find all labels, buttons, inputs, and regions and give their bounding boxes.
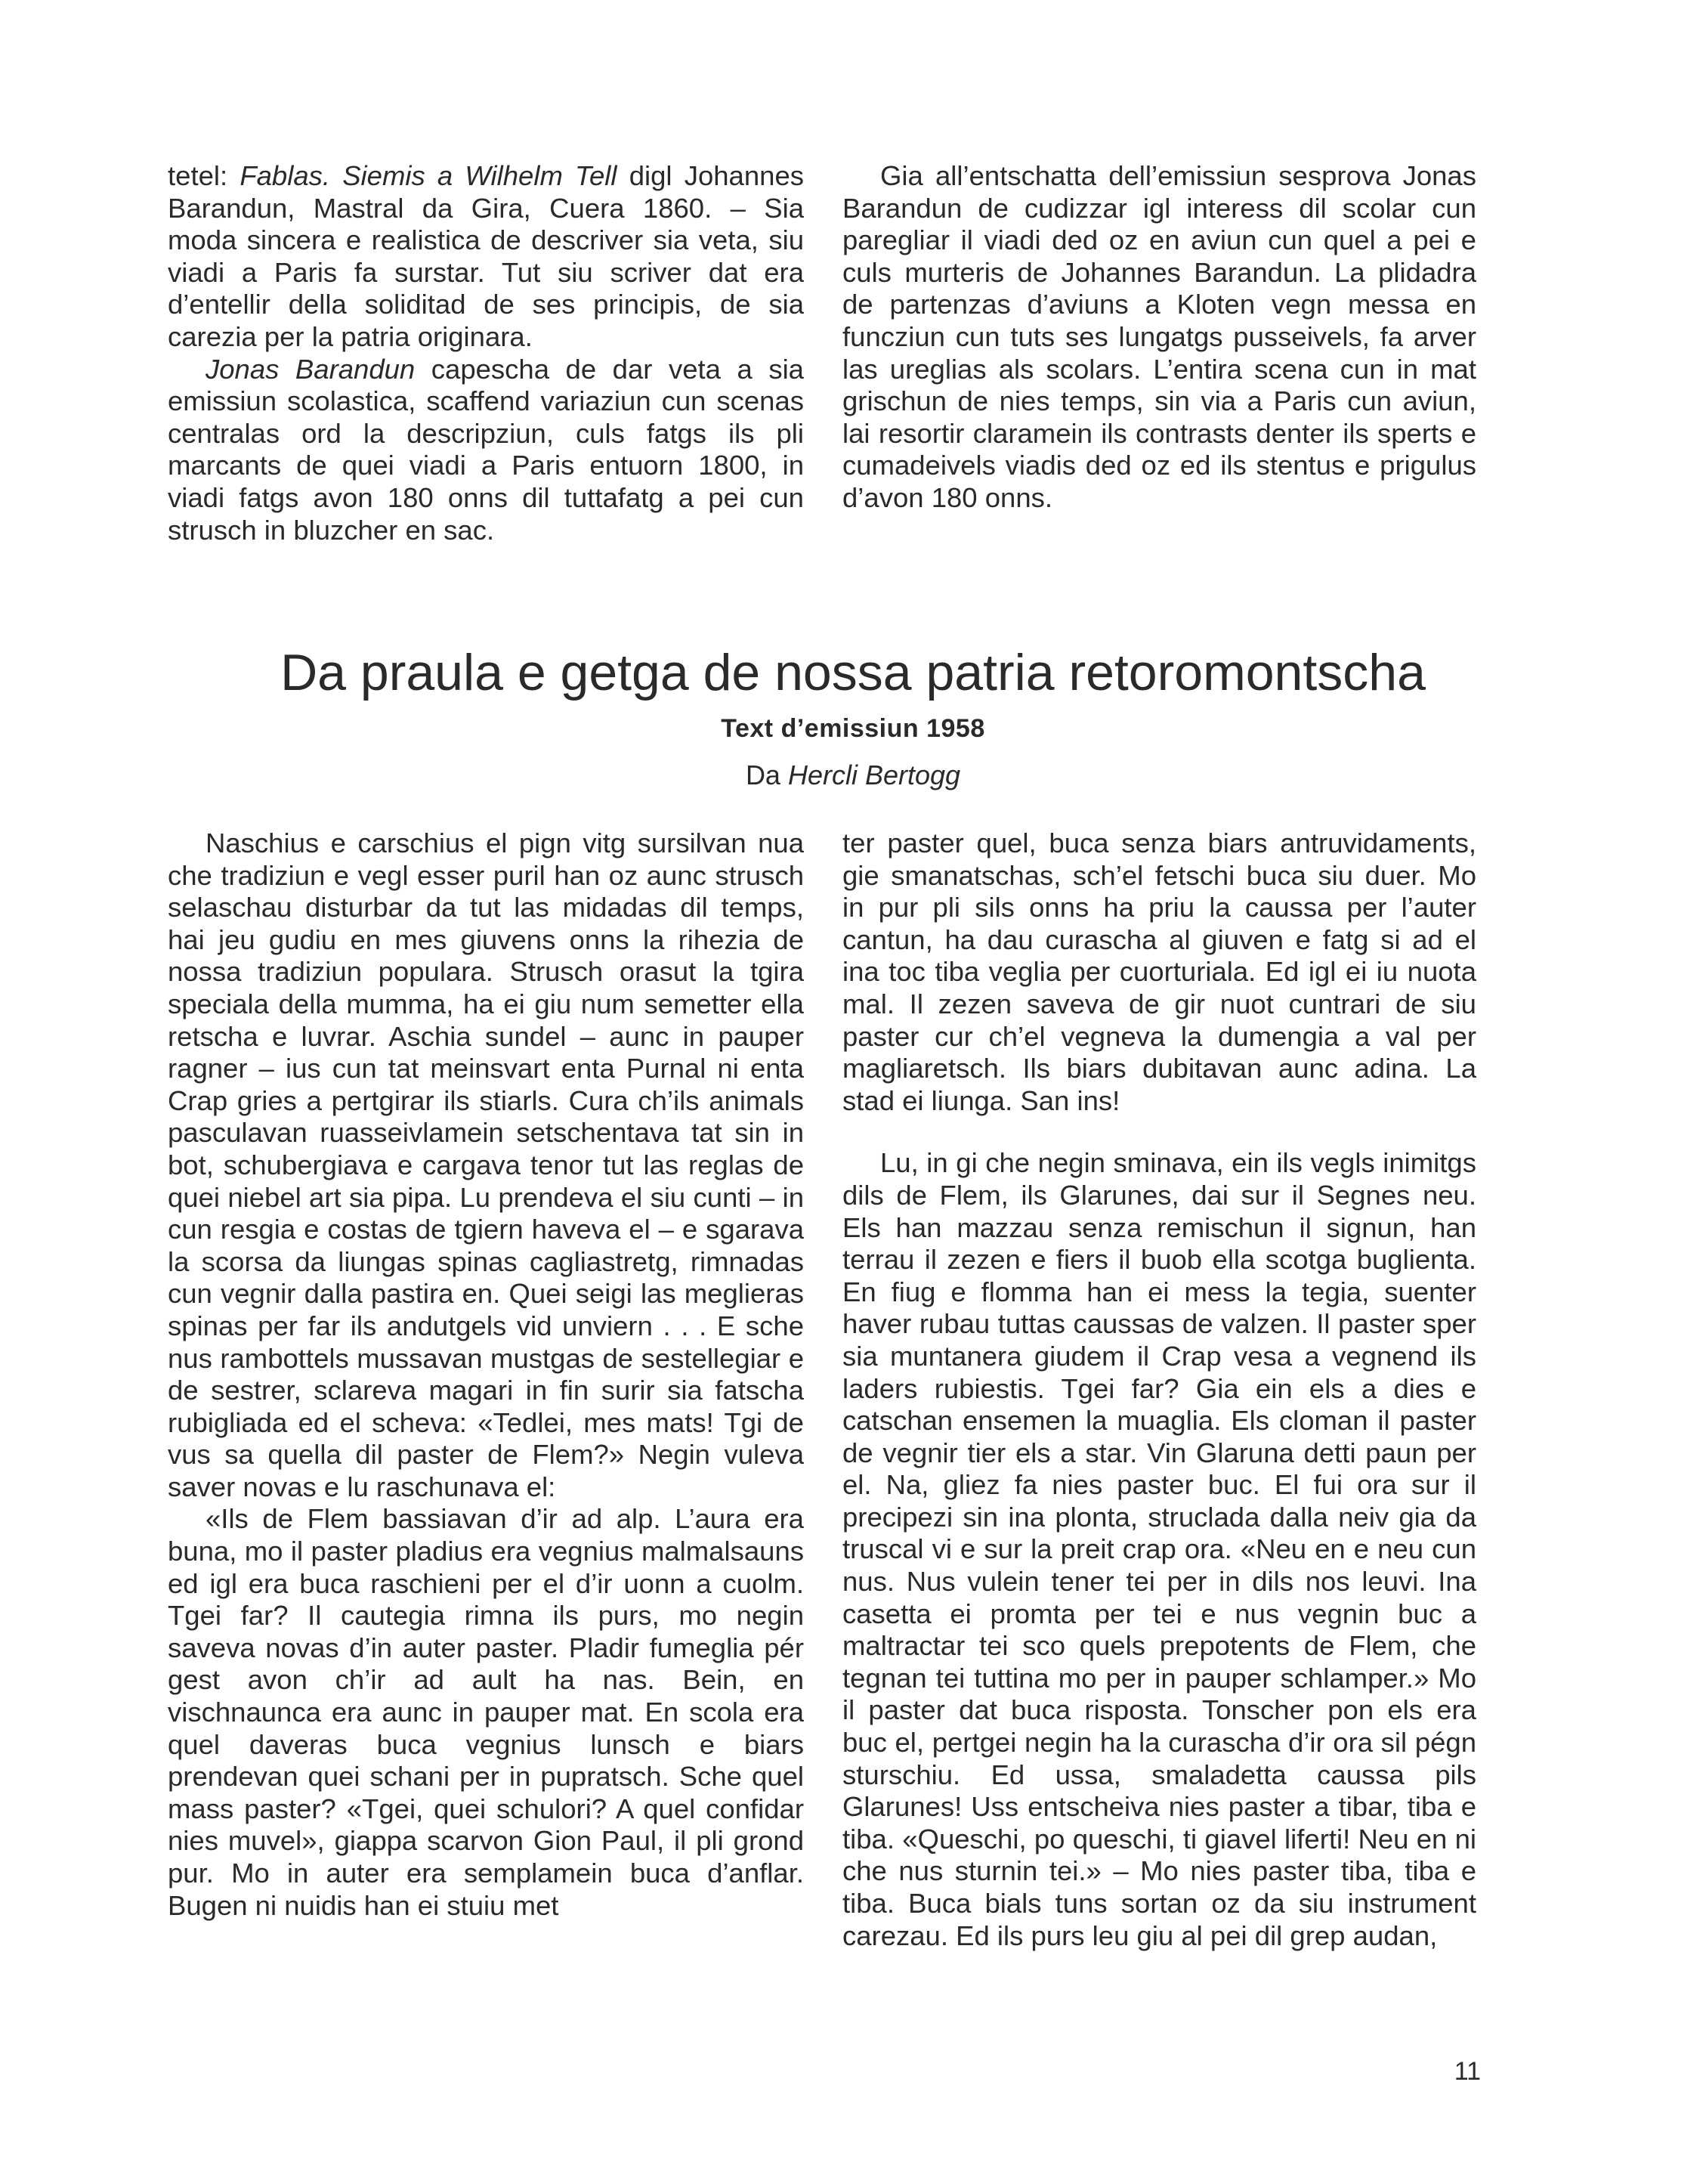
text: tetel: (168, 160, 240, 191)
body-right-column (842, 828, 1476, 1952)
paragraph: «Ils de Flem bassiavan d’ir ad alp. L’aura era buna, mo il paster pladius era vegnius malmalsauns ed igl era buca raschieni per el d’ir uonn a cuolm. Tgei far? Il cautegia rimna ils purs, mo negin saveva novas d’in auter paster. Pladir fumeglia pér gest avon ch’ir ad ault ha nas. Bein, en vischnaunca era aunc in pauper mat. En scola era quel daveras buca vegnius lunsch e biars prendevan quei schani per in pupratsch. Sche quel mass paster? «Tgei, quei schulori? A quel confidar nies muvel», giappa scarvon Gion Paul, il pli grond pur. Mo in auter era semplamein buca d’anflar. Bugen ni nuidis han ei stuiu met (168, 1503, 804, 1921)
byline (0, 759, 1706, 791)
byline-prefix: Da (745, 759, 788, 790)
body-left-column (168, 828, 804, 1922)
paragraph: Naschius e carschius el pign vitg sursilvan nua che tradiziun e vegl esser puril han oz aunc strusch selaschau disturbar da tut las midadas dil temps, hai jeu gudiu en mes giuvens onns la rihezia de nossa tradiziun populara. Strusch orasut la tgira speciala della mumma, ha ei giu num semetter ella retscha e luvrar. Aschia sundel – aunc in pauper ragner – ius cun tat meinsvart enta Purnal ni enta Crap gries a pertgirar ils stiarls. Cura ch’ils animals pasculavan ruasseivlamein setschentava tat sin in bot, schubergiava e cargava tenor tut las reglas de quei niebel art sia pipa. Lu prendeva el siu cunti – in cun resgia e costas de tgiern haveva el – e sgarava la scorsa da liungas spinas cagliastretg, rimnadas cun vegnir dalla pastira en. Quei seigi las meglieras spinas per far ils andutgels vid unviern . . . E sche nus rambottels mussavan mustgas de sestellegiar e de sestrer, sclareva magari in fin surir sia fatscha rubigliada ed el scheva: «Tedlei, mes mats! Tgi de vus sa quella dil paster de Flem?» Negin vuleva saver novas e lu raschunava el: (168, 828, 804, 1502)
text: digl Johannes Barandun, Mastral da Gira, Cuera 1860. – Sia moda sincera e realistica de descriver sia veta, siu viadi a Paris fa surstar. Tut siu scriver dat era d’entellir della soliditad de ses principis, de sia carezia per la patria originara. (168, 160, 805, 352)
paragraph: Lu, in gi che negin sminava, ein ils vegls inimitgs dils de Flem, ils Glarunes, dai sur il Segnes neu. Els han mazzau senza remischun il signun, han terrau il zezen e fiers il buob ella scotga buglienta. En fiug e flomma han ei mess la tegia, suenter haver rubau tuttas caussas de valzen. Il paster sper sia muntanera giudem il Crap vesa a vegnend ils laders rubiestis. Tgei far? Gia ein els a dies e catschan ensemen la muaglia. Els cloman il paster de vegnir tier els a star. Vin Glaruna detti paun per el. Na, gliez fa nies paster buc. El fui ora sur il precipezi sin ina plonta, struclada dalla neiv gia da truscal vi e sur la preit crap ora. «Neu en e neu cun nus. Nus vulein tener tei per in dils nos leuvi. Ina casetta ei promta per tei e nus vegnin buc a maltractar tei sco quels prepotents de Flem, che tegnan tei tuttina mo per in pauper schlamper.» Mo il paster dat buca risposta. Tonscher pon els era buc el, pertgei negin ha la curascha d’ir ora sil pégn sturschiu. Ed ussa, smaladetta caussa pils Glarunes! Uss entscheiva nies paster a tibar, tiba e tiba. «Queschi, po queschi, ti giavel liferti! Neu en ni che nus sturnin tei.» – Mo nies paster tiba, tiba e tiba. Buca bials tuns sortan oz da siu instrument carezau. Ed ils purs leu giu al pei dil grep audan, (842, 1147, 1476, 1951)
article-title: Da praula e getga de nossa patria retoromontscha (280, 644, 1426, 701)
paragraph: Gia all’entschatta dell’emissiun sesprova Jonas Barandun de cudizzar igl interess dil scolar cun paregliar il viadi ded oz en aviun cun quel a pei e culs murteris de Johannes Barandun. La plidadra de partenzas d’aviuns a Kloten vegn messa en funcziun cun tuts ses lungatgs pusseivels, fa arver las ureglias als scolars. L’entira scena cun in mat grischun de nies temps, sin via a Paris cun aviun, lai resortir claramein ils contrasts denter ils sperts e cumadeivels viadis ded oz ed ils stentus e prigulus d’avon 180 onns. (842, 160, 1476, 513)
paragraph: ter paster quel, buca senza biars antruvidaments, gie smanatschas, sch’el fetschi buca siu duer. Mo in pur pli sils onns ha priu la caussa per l’auter cantun, ha dau curascha al giuven e fatg si ad el ina toc tiba veglia per cuorturiala. Ed igl ei iu nuota mal. Il zezen saveva de gir nuot cuntrari de siu paster cur ch’el vegneva la dumengia a val per magliaretsch. Ils biars dubitavan aunc adina. La stad ei liunga. San ins! (842, 828, 1476, 1116)
book-title: Fablas. Siemis a Wilhelm Tell (240, 160, 617, 191)
top-left-column (168, 160, 804, 546)
paragraph (168, 354, 804, 547)
article-subtitle: Text d’emissiun 1958 (721, 714, 985, 743)
text: capescha de dar veta a sia emissiun scolastica, scaffend variaziun cun scenas centralas ord la descripziun, culs fatgs ils pli marcants de quei viadi a Paris entuorn 1800, in viadi fatgs avon 180 onns dil tuttafatg a pei cun strusch in bluzcher en sac. (168, 353, 804, 546)
author-name: Hercli Bertogg (787, 759, 961, 790)
top-right-column (842, 160, 1476, 515)
page-number: 11 (1454, 2057, 1481, 2086)
author-name: Jonas Barandun (206, 353, 416, 385)
paragraph (168, 160, 804, 354)
